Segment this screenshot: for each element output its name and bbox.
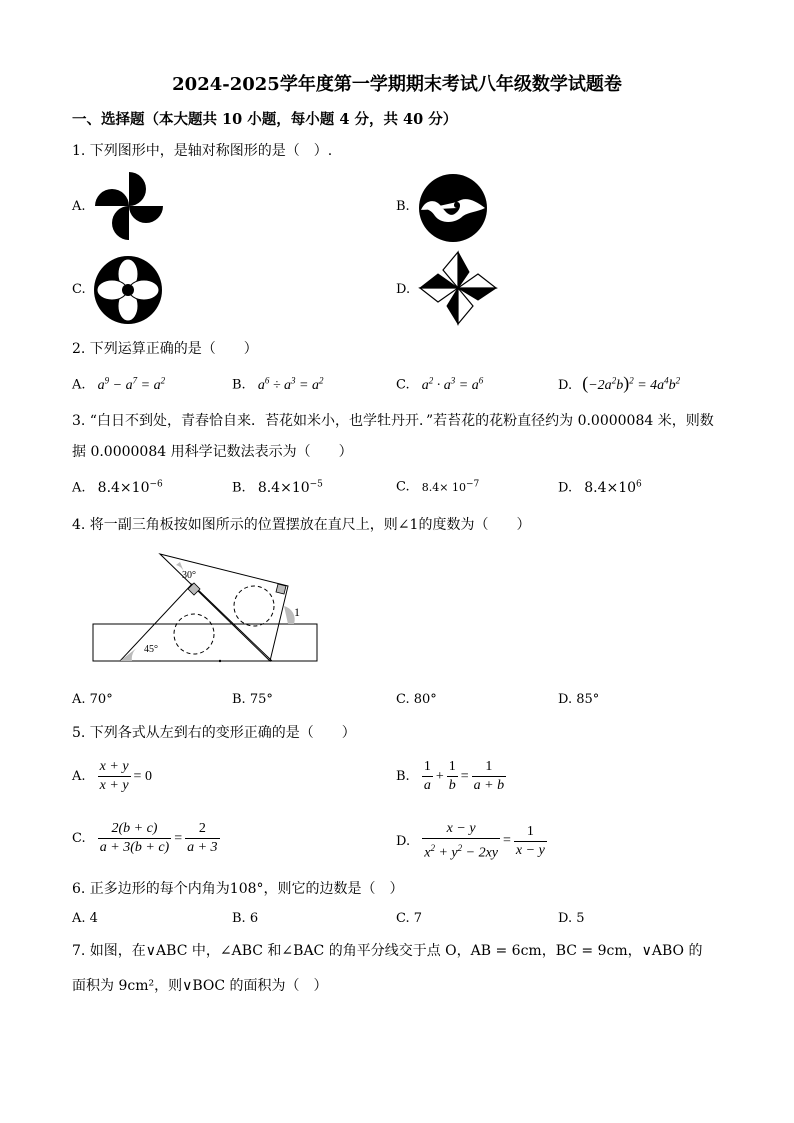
q5-option-c-label: C.: [72, 831, 86, 846]
q1-option-b-label: B.: [396, 199, 410, 214]
q2-option-a-label: A.: [72, 377, 86, 393]
q4-option-a: A. 70°: [72, 692, 113, 707]
question-2-stem: 2. 下列运算正确的是（ ）: [72, 341, 258, 357]
q3-option-b: B. $8.4\times 10^{-5}$: [232, 479, 323, 496]
section-heading: 一、选择题（本大题共 10 小题，每小题 4 分，共 40 分）: [72, 111, 458, 128]
question-1-stem: 1. 下列图形中，是轴对称图形的是（ ）.: [72, 143, 333, 159]
q6-option-c: C. 7: [396, 911, 423, 926]
q5-option-c: C. $\frac{2(b + c)}{a + 3(b + c)}$ = $\frac{2}{a + 3}$: [72, 821, 218, 855]
q4-option-b: B. 75°: [232, 692, 273, 707]
q3-option-c-label: C.: [396, 479, 410, 495]
q2-option-b: B. $a^6 \div a^3 = a^2$: [232, 375, 324, 393]
q2-option-c-label: C.: [396, 377, 410, 393]
yin-wave-figure-b: [417, 172, 489, 244]
question-5-stem: 5. 下列各式从左到右的变形正确的是（ ）: [72, 725, 356, 741]
q5-option-d: D. $\frac{x - y}{x^2 + y^2 - 2xy}$ = $\frac{1}{x - y}$: [396, 821, 545, 861]
q4-option-d: D. 85°: [558, 692, 600, 707]
question-3-stem-line2: 据 0.0000084 用科学记数法表示为（ ）: [72, 444, 353, 460]
q6-option-d: D. 5: [558, 911, 585, 926]
q3-option-d-label: D.: [558, 480, 573, 496]
pinwheel-figure-a: [92, 170, 166, 242]
q3-option-a: A. $8.4\times 10^{-6}$: [72, 479, 163, 496]
q2-option-b-label: B.: [232, 377, 246, 393]
question-3-stem-line1: 3. “白日不到处，青春恰自来．苔花如米小，也学牡丹开．”若苔花的花粉直径约为 0.0000084 米，则数: [72, 413, 714, 429]
q5-option-b: B. $\frac{1}{a}$ + $\frac{1}{b}$ = $\frac{1}{a + b}$: [396, 759, 505, 793]
triangle-ruler-figure: [88, 548, 328, 670]
q3-option-c: C. $8.4\times 10^{-7}$: [396, 479, 480, 495]
q5-option-a-label: A.: [72, 769, 86, 784]
question-7-line2: 面积为 9cm²，则∨BOC 的面积为（ ）: [72, 978, 328, 994]
question-4-stem: 4. 将一副三角板按如图所示的位置摆放在直尺上，则∠1的度数为（ ）: [72, 517, 531, 533]
angle-30-label: 30°: [182, 570, 196, 581]
q2-option-d: D. $(-2a^2b)^2 = 4a^4b^2$: [558, 373, 681, 393]
q2-option-c: C. $a^2 \cdot a^3 = a^6$: [396, 375, 484, 393]
q5-option-a: A. $\frac{x + y}{x + y}$ = 0: [72, 759, 152, 793]
angle-45-label: 45°: [144, 644, 158, 655]
q4-option-c: C. 80°: [396, 692, 437, 707]
q5-option-d-label: D.: [396, 833, 411, 849]
q1-option-d-label: D.: [396, 282, 411, 297]
q1-option-a-label: A.: [72, 199, 86, 214]
q3-option-a-label: A.: [72, 480, 86, 496]
clover-circle-figure-c: [92, 254, 164, 326]
pinwheel-triangles-figure-d: [417, 250, 499, 326]
q3-option-d: D. $8.4\times 10^6$: [558, 479, 642, 496]
q6-option-b: B. 6: [232, 911, 259, 926]
q1-option-c-label: C.: [72, 282, 86, 297]
question-7-line1: 7. 如图，在∨ABC 中，∠ABC 和∠BAC 的角平分线交于点 O，AB = 6cm，BC = 9cm，∨ABO 的: [72, 943, 703, 959]
page-title: 2024-2025学年度第一学期期末考试八年级数学试题卷: [172, 74, 622, 95]
q2-option-a: A. $a^9 - a^7 = a^2$: [72, 375, 166, 393]
question-6-stem: 6. 正多边形的每个内角为108°，则它的边数是（ ）: [72, 881, 404, 897]
q2-option-d-label: D.: [558, 378, 573, 393]
angle-1-label: 1: [294, 605, 300, 619]
q5-option-b-label: B.: [396, 769, 410, 784]
q6-option-a: A. 4: [72, 911, 98, 926]
q3-option-b-label: B.: [232, 480, 246, 496]
